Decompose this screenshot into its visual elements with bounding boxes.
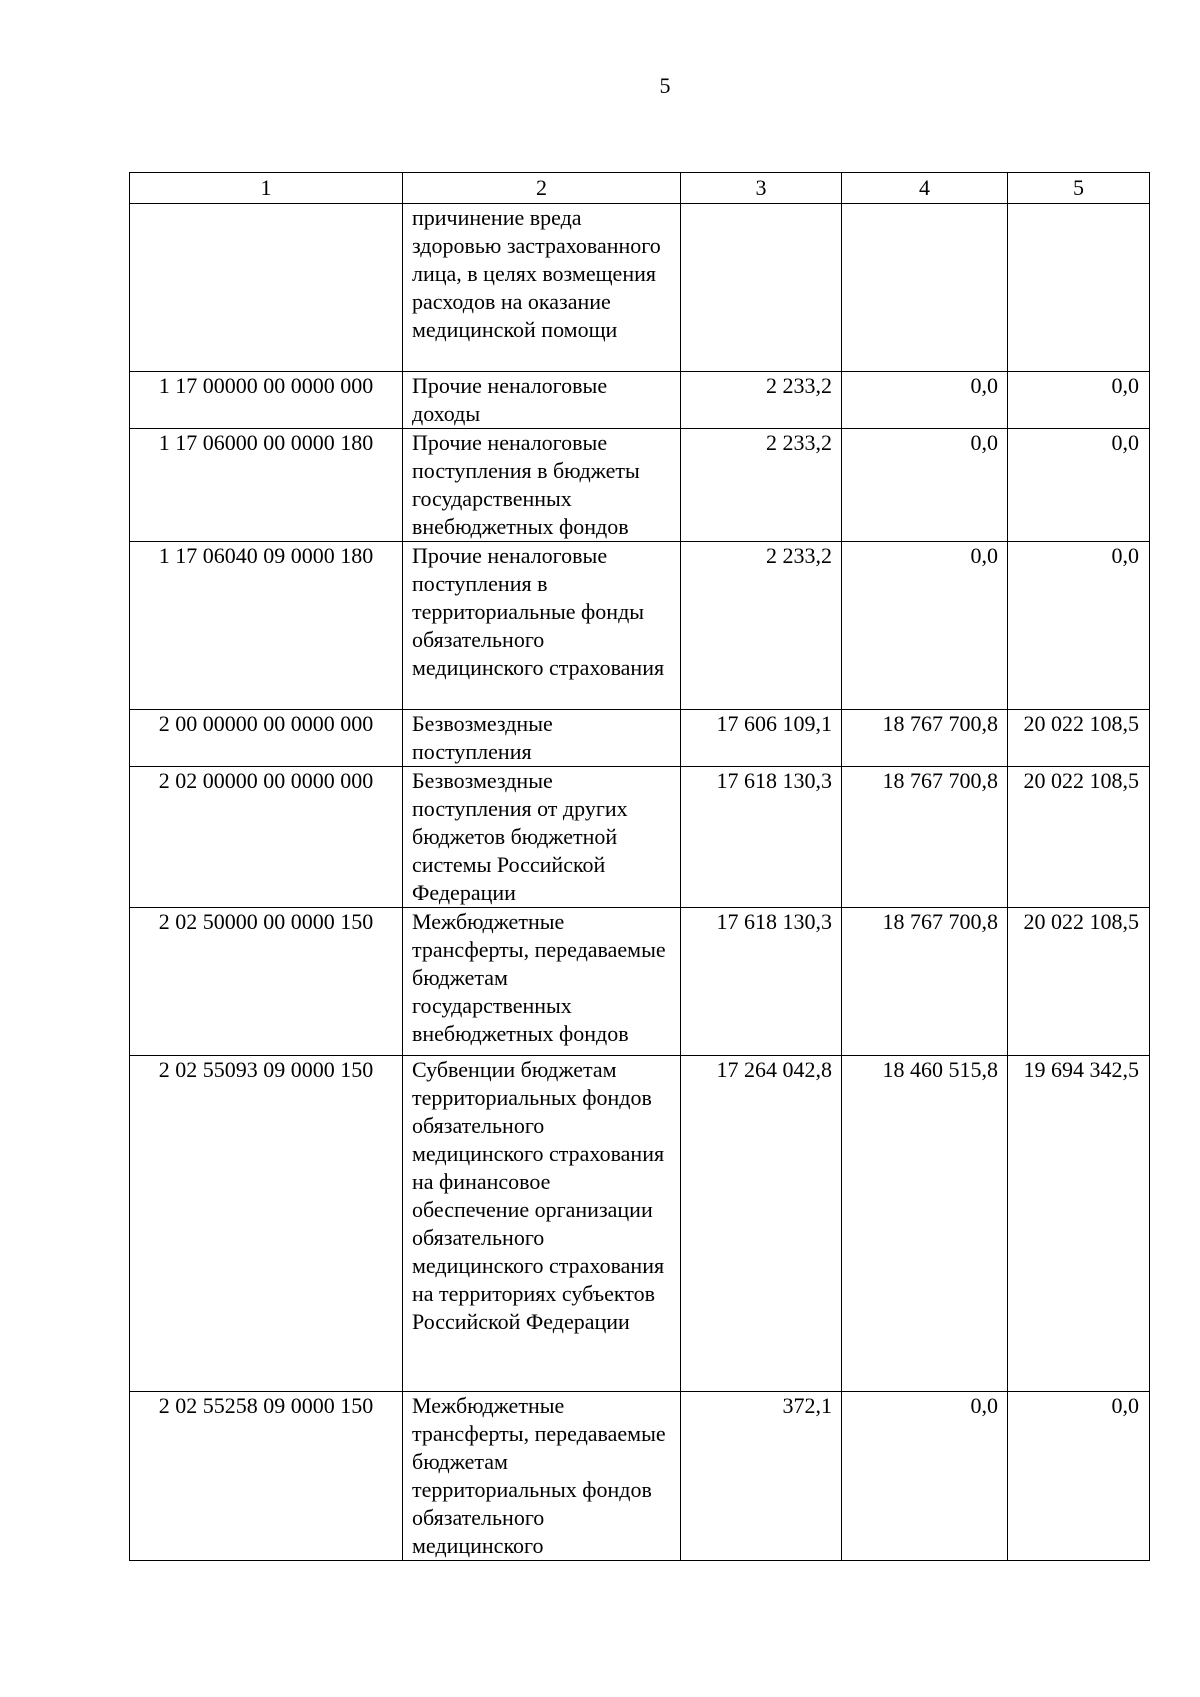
budget-item-name: Прочие неналоговые поступления в территориальные фонды обязательного медицинского страхования	[403, 542, 681, 710]
column-header: 2	[403, 173, 681, 204]
budget-item-name: причинение вреда здоровью застрахованного лица, в целях возмещения расходов на оказание медицинской помощи	[403, 204, 681, 372]
value-col-3: 2 233,2	[681, 429, 842, 542]
column-header: 5	[1008, 173, 1150, 204]
budget-item-name: Прочие неналоговые доходы	[403, 372, 681, 429]
table-row	[130, 710, 1150, 767]
page-number: 5	[659, 73, 671, 98]
value-col-3: 17 618 130,3	[681, 767, 842, 908]
value-col-5	[1008, 204, 1150, 372]
column-header: 4	[842, 173, 1008, 204]
value-col-3: 372,1	[681, 1392, 842, 1561]
budget-code: 1 17 06000 00 0000 180	[130, 429, 403, 542]
budget-item-name: Прочие неналоговые поступления в бюджеты государственных внебюджетных фондов	[403, 429, 681, 542]
budget-code: 1 17 06040 09 0000 180	[130, 542, 403, 710]
budget-item-name: Безвозмездные поступления	[403, 710, 681, 767]
value-col-4: 0,0	[842, 1392, 1008, 1561]
value-col-4: 18 767 700,8	[842, 710, 1008, 767]
value-col-4: 0,0	[842, 372, 1008, 429]
budget-item-name: Безвозмездные поступления от других бюджетов бюджетной системы Российской Федерации	[403, 767, 681, 908]
value-col-5: 0,0	[1008, 429, 1150, 542]
table-header-row	[130, 173, 1150, 204]
column-header: 3	[681, 173, 842, 204]
budget-code: 2 02 55258 09 0000 150	[130, 1392, 403, 1561]
table-row	[130, 542, 1150, 710]
table-row	[130, 908, 1150, 1056]
budget-code: 2 02 00000 00 0000 000	[130, 767, 403, 908]
budget-code	[130, 204, 403, 372]
value-col-5: 20 022 108,5	[1008, 908, 1150, 1056]
table-row	[130, 1392, 1150, 1561]
budget-code: 2 02 50000 00 0000 150	[130, 908, 403, 1056]
budget-code: 1 17 00000 00 0000 000	[130, 372, 403, 429]
value-col-4: 0,0	[842, 429, 1008, 542]
value-col-5: 19 694 342,5	[1008, 1056, 1150, 1392]
column-header: 1	[130, 173, 403, 204]
value-col-5: 20 022 108,5	[1008, 767, 1150, 908]
budget-item-name: Межбюджетные трансферты, передаваемые бюджетам территориальных фондов обязательного медицинского	[403, 1392, 681, 1561]
table-row	[130, 767, 1150, 908]
value-col-4: 18 460 515,8	[842, 1056, 1008, 1392]
table-row	[130, 204, 1150, 372]
budget-code: 2 00 00000 00 0000 000	[130, 710, 403, 767]
value-col-3: 2 233,2	[681, 372, 842, 429]
budget-code: 2 02 55093 09 0000 150	[130, 1056, 403, 1392]
value-col-3: 17 618 130,3	[681, 908, 842, 1056]
budget-item-name: Межбюджетные трансферты, передаваемые бюджетам государственных внебюджетных фондов	[403, 908, 681, 1056]
value-col-4: 18 767 700,8	[842, 767, 1008, 908]
value-col-4: 0,0	[842, 542, 1008, 710]
value-col-3: 2 233,2	[681, 542, 842, 710]
value-col-5: 0,0	[1008, 542, 1150, 710]
table-row	[130, 372, 1150, 429]
value-col-4: 18 767 700,8	[842, 908, 1008, 1056]
budget-item-name: Субвенции бюджетам территориальных фондов обязательного медицинского страхования на финансовое обеспечение организации обязательного медицинского страхования на территориях субъектов Российской Федерации	[403, 1056, 681, 1392]
value-col-3: 17 264 042,8	[681, 1056, 842, 1392]
value-col-5: 20 022 108,5	[1008, 710, 1150, 767]
value-col-3: 17 606 109,1	[681, 710, 842, 767]
value-col-3	[681, 204, 842, 372]
value-col-5: 0,0	[1008, 1392, 1150, 1561]
table-row	[130, 1056, 1150, 1392]
budget-table	[129, 172, 1150, 1561]
value-col-4	[842, 204, 1008, 372]
table-row	[130, 429, 1150, 542]
value-col-5: 0,0	[1008, 372, 1150, 429]
